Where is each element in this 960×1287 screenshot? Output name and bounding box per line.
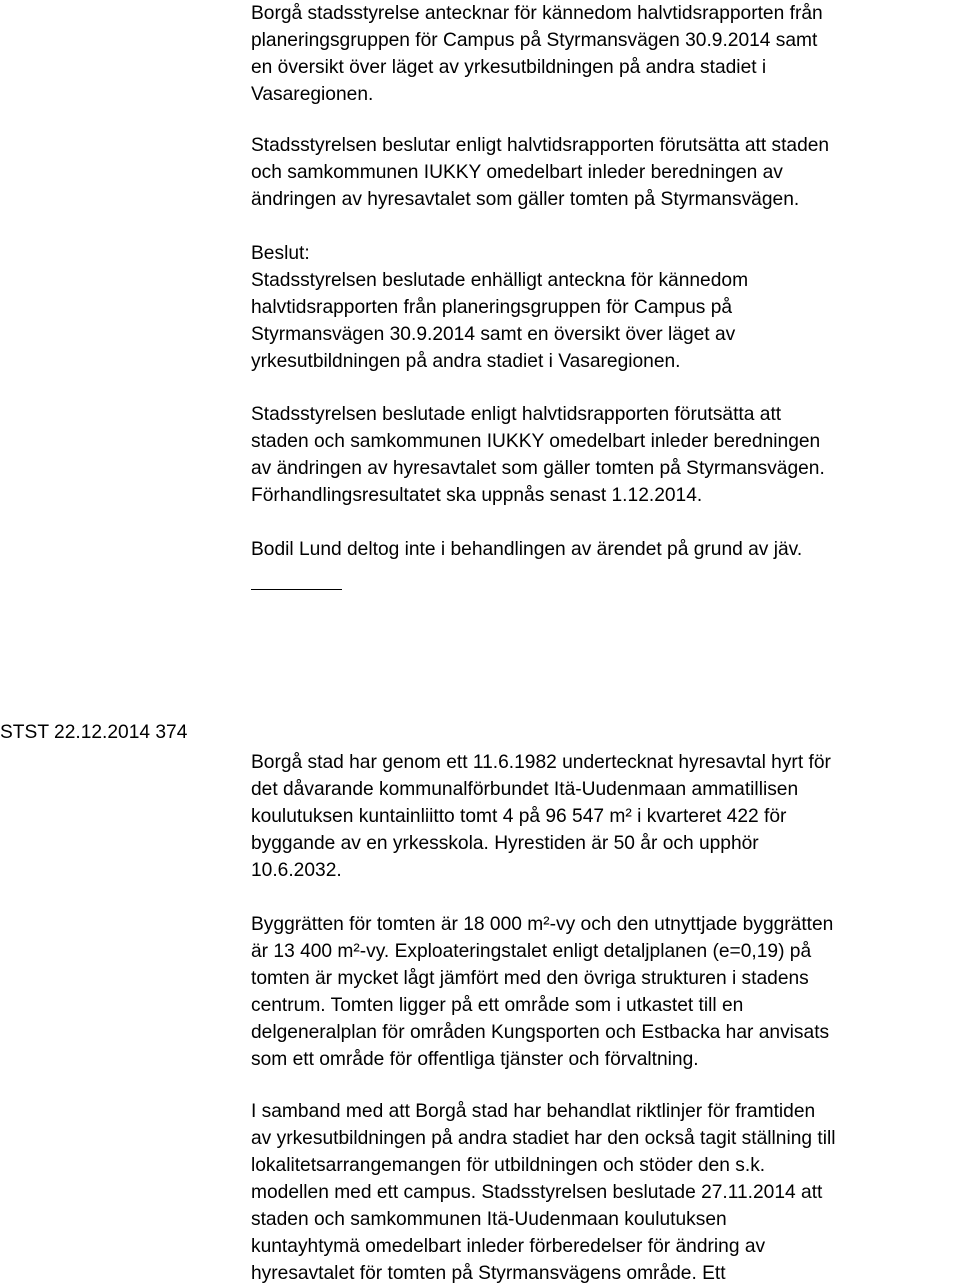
paragraph-jav: Bodil Lund deltog inte i behandlingen av ärendet på grund av jäv. xyxy=(251,539,803,560)
paragraph-byggratt: Byggrätten för tomten är 18 000 m²-vy och den utnyttjade byggrätten är 13 400 m²-vy. Exploateringstalet enligt detaljplanen (e=0,19) på tomten är mycket lågt jämfört med den övriga strukturen i stadens centrum. Tomten ligger på ett område som i utkastet till en delgeneralplan för områden Kungsporten och Estbacka har anvisats som ett område för offentliga tjänster och förvaltning. xyxy=(251,914,834,1070)
separator-line xyxy=(251,589,342,590)
paragraph-campus: I samband med att Borgå stad har behandlat riktlinjer för framtiden av yrkesutbildningen på andra stadiet har den också tagit ställning till lokalitetsarrangemangen för utbildningen och stöder den s.k. modellen med ett campus. Stadsstyrelsen beslutade 27.11.2014 att staden och samkommunen Itä-Uudenmaan koulutuksen kuntayhtymä omedelbart inleder förberedelser för ändring av hyresavtalet för tomten på Styrmansvägens område. Ett xyxy=(251,1101,836,1284)
paragraph-beslut: Beslut: Stadsstyrelsen beslutade enhälligt anteckna för kännedom halvtidsrapporten från planeringsgruppen för Campus på Styrmansvägen 30.9.2014 samt en översikt över läget av yrkesutbildningen på andra stadiet i Vasaregionen. xyxy=(251,243,749,372)
meeting-reference: STST 22.12.2014 374 xyxy=(0,722,188,743)
paragraph-beslutar: Stadsstyrelsen beslutar enligt halvtidsrapporten förutsätta att staden och samkommunen IUKKY omedelbart inleder beredningen av ändringen av hyresavtalet som gäller tomten på Styrmansvägen. xyxy=(251,135,830,210)
paragraph-hyresavtal: Borgå stad har genom ett 11.6.1982 undertecknat hyresavtal hyrt för det dåvarande kommunalförbundet Itä-Uudenmaan ammatillisen koulutuksen kuntainliitto tomt 4 på 96 547 m² i kvarteret 422 för byggande av en yrkesskola. Hyrestiden är 50 år och upphör 10.6.2032. xyxy=(251,752,831,881)
paragraph-antecknar: Borgå stadsstyrelse antecknar för kännedom halvtidsrapporten från planeringsgruppen för Campus på Styrmansvägen 30.9.2014 samt en översikt över läget av yrkesutbildningen på andra stadiet i Vasaregionen. xyxy=(251,3,823,105)
paragraph-beslutade: Stadsstyrelsen beslutade enligt halvtidsrapporten förutsätta att staden och samkommunen IUKKY omedelbart inleder beredningen av ändringen av hyresavtalet som gäller tomten på Styrmansvägen. Förhandlingsresultatet ska uppnås senast 1.12.2014. xyxy=(251,404,825,506)
